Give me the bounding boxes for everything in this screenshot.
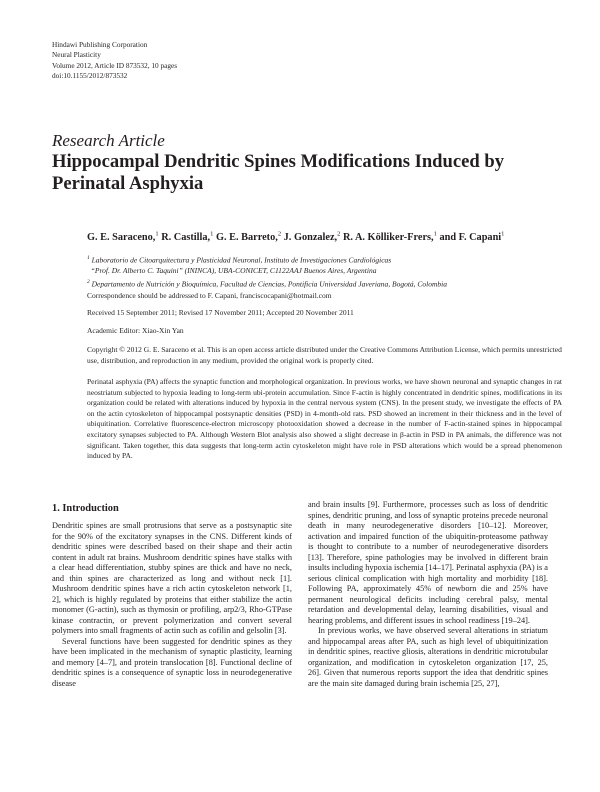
abstract: Perinatal asphyxia (PA) affects the synaptic function and morphological organization. In previous works, we have shown neuronal and synaptic changes in rat neostriatum subjected to hypoxia leading to long-term ubi-protein accumulation. Since F-actin is highly concentrated in dendritic spines, modifications in its organization could be related with alterations induced by hypoxia in the central nervous system (CNS). In the present study, we investigate the effects of PA on the actin cytoskeleton of hippocampal postsynaptic densities (PSD) in 4-month-old rats. PSD showed an increment in their thickness and in the level of ubiquitination. Correlative fluorescence-electron microscopy photooxidation showed a decrease in the number of F-actin-stained spines in hippocampal excitatory synapses subjected to PA. Although Western Blot analysis also showed a slight decrease in β-actin in PSD in PA animals, the difference was not significant. Taken together, this data suggests that long-term actin cytoskeleton might have role in PSD alterations which would be a spread phenomenon induced by PA.: [87, 377, 562, 461]
affiliations: [87, 253, 562, 290]
author: R. Castilla,$^1$: [161, 231, 214, 244]
paragraph: and brain insults [9]. Furthermore, processes such as loss of dendritic spines, dendritic pruning, and loss of synaptic proteins precede neuronal death in many neurodegenerative disorders [10–12]. Moreover, activation and impaired function of the ubiquitin-proteasome pathway is thought to contribute to a number of neurodegenerative disorders [13]. Therefore, spine pathologies may be involved in different brain insults including hypoxia ischemia [14–17]. Perinatal asphyxia (PA) is a serious clinical complication with high mortality and morbidity [18]. Following PA, approximately 45% of newborn die and 25% have permanent neurological deficits including cerebral palsy, mental retardation and developmental delay, learning disabilities, visual and hearing problems, and different issues in school readiness [19–24].: [308, 500, 548, 625]
journal-header: [52, 40, 177, 81]
paragraph: In previous works, we have observed several alterations in striatum and hippocampal areas after PA, such as high level of ubiquitinization in dendritic spines, reactive gliosis, alterations in dendritic microtubular organization, and modification in cytoskeleton organization [17, 25, 26]. Given that numerous reports support the idea that dendritic spines are the main site damaged during brain ischemia [25, 27],: [308, 626, 548, 688]
affiliation-1-cont: “Prof. Dr. Alberto C. Taquini” (ININCA), UBA-CONICET, C1122AAJ Buenos Aires, Argentina: [90, 266, 377, 276]
submission-dates: Received 15 September 2011; Revised 17 November 2011; Accepted 20 November 2011: [87, 308, 354, 317]
paragraph: Several functions have been suggested for dendritic spines as they have been implicated in the mechanism of synaptic plasticity, learning and memory [4–7], and protein translocation [8]. Functional decline of dendritic spines is a consequence of synaptic loss in neurodegenerative disease: [52, 636, 292, 688]
right-column: [308, 500, 548, 689]
publisher-name: Hindawi Publishing Corporation: [52, 40, 148, 49]
section-heading: 1. Introduction: [52, 503, 119, 514]
author: R. A. Kölliker-Frers,$^1$: [342, 231, 437, 244]
article-type: Research Article: [52, 131, 165, 150]
copyright-notice: Copyright © 2012 G. E. Saraceno et al. This is an open access article distributed under the Creative Commons Attribution License, which permits unrestricted use, distribution, and reproduction in any medium, provided the original work is properly cited.: [87, 345, 562, 365]
correspondence: Correspondence should be addressed to F. Capani, franciscocapani@hotmail.com: [87, 291, 332, 300]
author-list: [87, 230, 562, 244]
affiliation-1: $^1$ Laboratorio de Citoarquitectura y Plasticidad Neuronal, Instituto de Investigaciones Cardiológicas: [87, 255, 392, 265]
paragraph: Dendritic spines are small protrusions that serve as a postsynaptic site for the 90% of the excitatory synapses in the CNS. Different kinds of dendritic spines were described based on their shape and their actin content in adult rat brains. Mushroom dendritic spines have stalks with a clear head differentiation, stubby spines are thick and have no neck, and thin spines are characterized as long and without neck [1]. Mushroom dendritic spines have a rich actin cytoskeleton network [1, 2], which is highly regulated by proteins that either stabilize the actin monomer (G-actin), such as thymosin or profiling, arp2/3, Rho-GTPase kinase contractin, or prevent polymerization and convert several polymers into small fragments of actin such as cofilin and gelsolin [3].: [52, 521, 292, 635]
volume-info: Volume 2012, Article ID 873532, 10 pages: [52, 60, 178, 70]
doi: doi:10.1155/2012/873532: [52, 70, 128, 80]
author: and F. Capani$^1$: [439, 231, 505, 244]
paper-title: Hippocampal Dendritic Spines Modifications Induced by Perinatal Asphyxia: [52, 151, 504, 194]
academic-editor: Academic Editor: Xiao-Xin Yan: [87, 326, 184, 335]
journal-name: Neural Plasticity: [52, 50, 101, 60]
left-column: [52, 521, 292, 689]
author: G. E. Barreto,$^2$: [215, 231, 282, 244]
author: J. Gonzalez,$^2$: [283, 231, 341, 244]
affiliation-2: $^2$ Departamento de Nutrición y Bioquímica, Facultad de Ciencias, Pontificia Universidad Javeriana, Bogotá, Colombia: [87, 278, 447, 289]
author: G. E. Saraceno,$^1$: [87, 231, 159, 244]
